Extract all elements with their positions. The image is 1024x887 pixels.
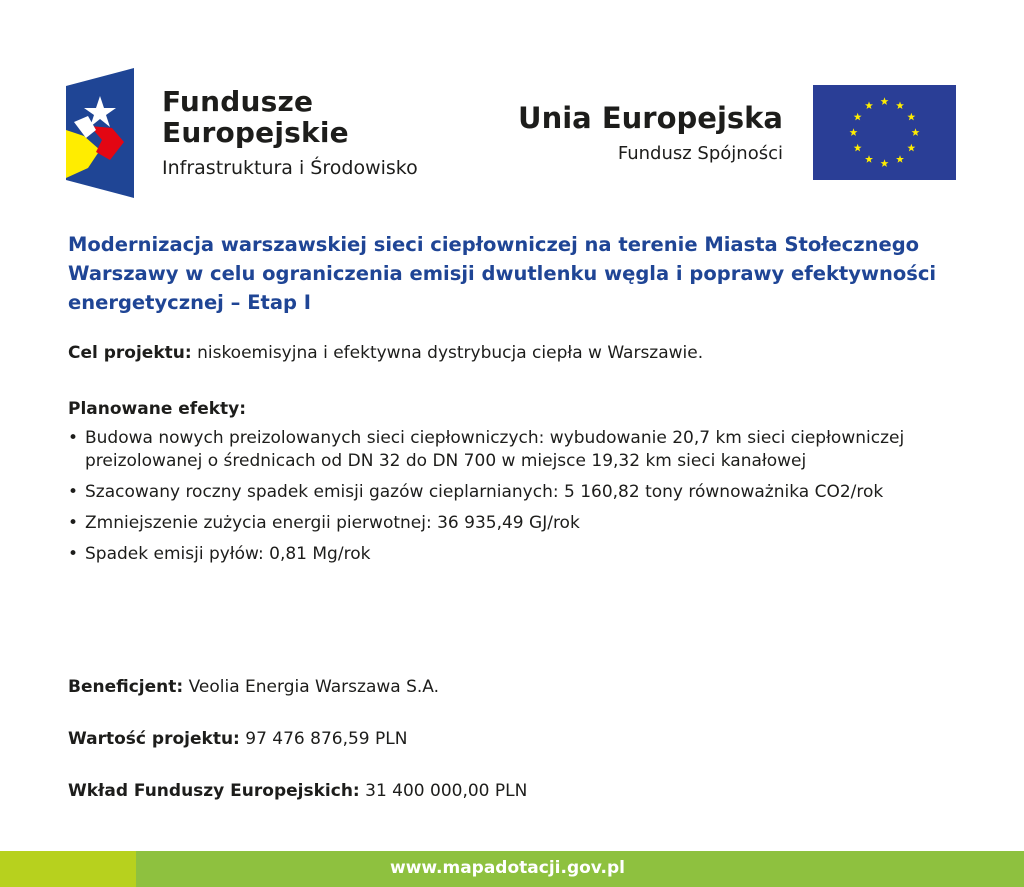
eu-contribution-label: Wkład Funduszy Europejskich:	[68, 781, 360, 801]
eu-flag-icon	[813, 85, 956, 180]
project-value-label: Wartość projektu:	[68, 729, 240, 749]
beneficiary-label: Beneficjent:	[68, 677, 184, 697]
project-value	[68, 728, 968, 751]
project-title: Modernizacja warszawskiej sieci ciepłowniczej na terenie Miasta Stołecznego Warszawy w celu ograniczenia emisji dwutlenku węgla i poprawy efektywności energetycznej – Etap I	[68, 233, 937, 314]
project-details	[68, 342, 968, 574]
funds-title-line1: Fundusze	[162, 85, 314, 118]
eu-contribution	[68, 780, 968, 803]
footer-accent	[0, 851, 136, 887]
goal-label: Cel projektu:	[68, 343, 192, 363]
beneficiary-value: Veolia Energia Warszawa S.A.	[188, 677, 440, 697]
effect-text: Budowa nowych preizolowanych sieci ciepłowniczych: wybudowanie 20,7 km sieci ciepłowniczej preizolowanej o średnicach od DN 32 do DN 700 w miejsce 19,32 km sieci kanałowej	[85, 428, 905, 471]
funds-logo-text	[162, 86, 418, 180]
effect-item: • Budowa nowych preizolowanych sieci ciepłowniczych: wybudowanie 20,7 km sieci ciepłowniczej preizolowanej o średnicach od DN 32 do DN 700 w miejsce 19,32 km sieci kanałowej	[68, 428, 905, 471]
project-value-amount: 97 476 876,59 PLN	[245, 729, 408, 749]
footer-url-link[interactable]: www.mapadotacji.gov.pl	[390, 858, 625, 878]
eu-title: Unia Europejska	[518, 101, 783, 135]
goal-value: niskoemisyjna i efektywna dystrybucja ciepła w Warszawie.	[197, 343, 704, 363]
effect-item: • Zmniejszenie zużycia energii pierwotnej: 36 935,49 GJ/rok	[68, 513, 580, 533]
eu-logo-text	[518, 100, 783, 166]
beneficiary	[68, 676, 968, 699]
effect-item: • Szacowany roczny spadek emisji gazów cieplarnianych: 5 160,82 tony równoważnika CO2/rok	[68, 482, 884, 502]
effect-item: • Spadek emisji pyłów: 0,81 Mg/rok	[68, 544, 371, 564]
effects-list	[68, 427, 968, 566]
effect-text: Zmniejszenie zużycia energii pierwotnej: 36 935,49 GJ/rok	[85, 513, 580, 533]
effects-heading: Planowane efekty:	[68, 399, 247, 419]
footer-bar	[0, 851, 1024, 887]
funds-star-logo-icon	[66, 68, 134, 198]
funds-subtitle: Infrastruktura i Środowisko	[162, 157, 418, 179]
project-goal	[68, 342, 968, 365]
eu-contribution-amount: 31 400 000,00 PLN	[365, 781, 528, 801]
eu-subtitle: Fundusz Spójności	[617, 143, 783, 164]
effect-text: Spadek emisji pyłów: 0,81 Mg/rok	[85, 544, 371, 564]
effect-text: Szacowany roczny spadek emisji gazów cieplarnianych: 5 160,82 tony równoważnika CO2/rok	[85, 482, 884, 502]
funds-title-line2: Europejskie	[162, 116, 349, 149]
